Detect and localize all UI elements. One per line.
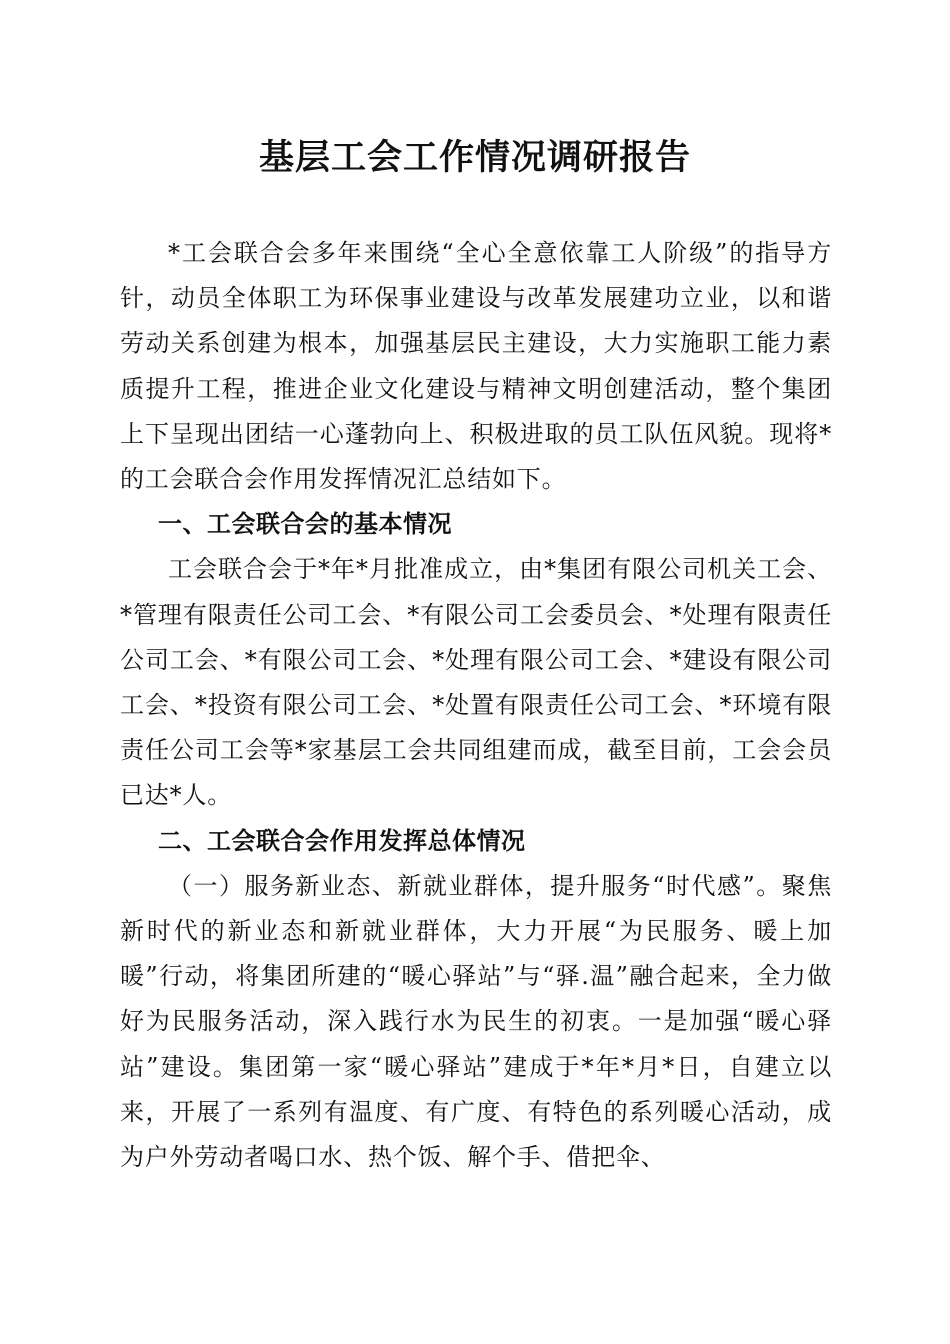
section-heading-overall-role: 二、工会联合会作用发挥总体情况 [158,826,526,855]
section-heading-basic-info: 一、工会联合会的基本情况 [158,510,452,539]
document-body [120,231,832,1180]
document-title: 基层工会工作情况调研报告 [258,137,691,178]
section-basic-info-paragraph: 工会联合会于*年*月批准成立，由*集团有限公司机关工会、*管理有限责任公司工会、*有限公司工会委员会、*处理有限责任公司工会、*有限公司工会、*处理有限公司工会、*建设有限公司工会、*投资有限公司工会、*处置有限责任公司工会、*环境有限责任公司工会等*家基层工会共同组建而成，截至目前，工会会员已达*人。 [120,555,832,810]
section-overall-role-paragraph: （一）服务新业态、新就业群体，提升服务“时代感”。聚焦新时代的新业态和新就业群体，大力开展“为民服务、暖上加暖”行动，将集团所建的“暖心驿站”与“驿.温”融合起来，全力做好为民服务活动，深入践行水为民生的初衷。一是加强“暖心驿站”建设。集团第一家“暖心驿站”建成于*年*月*日，自建立以来，开展了一系列有温度、有广度、有特色的系列暖心活动，成为户外劳动者喝口水、热个饭、解个手、借把伞、 [120,871,832,1172]
intro-paragraph: *工会联合会多年来围绕“全心全意依靠工人阶级”的指导方针，动员全体职工为环保事业建设与改革发展建功立业，以和谐劳动关系创建为根本，加强基层民主建设，大力实施职工能力素质提升工程，推进企业文化建设与精神文明创建活动，整个集团上下呈现出团结一心蓬勃向上、积极进取的员工队伍风貌。现将*的工会联合会作用发挥情况汇总结如下。 [120,239,832,494]
